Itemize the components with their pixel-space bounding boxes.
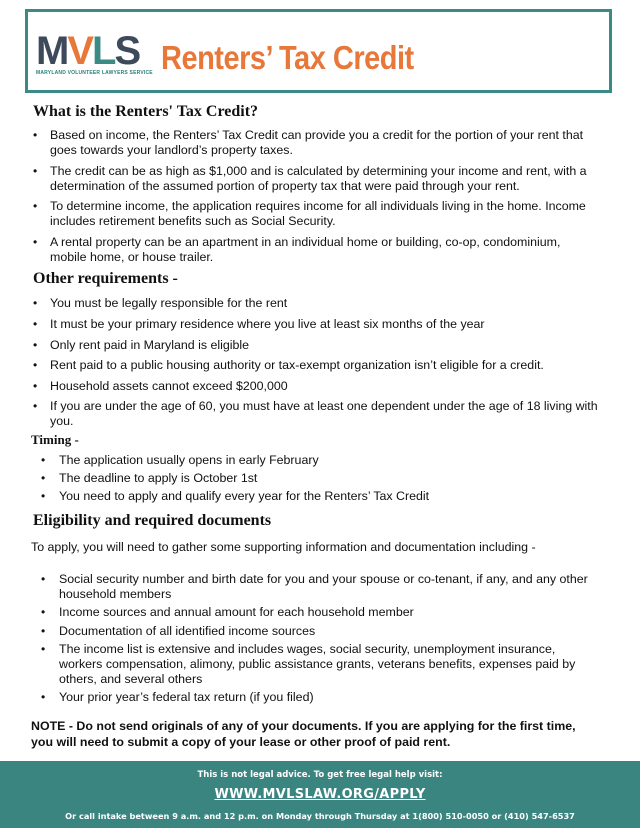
document-title: Renters’ Tax Credit — [161, 40, 414, 77]
list-item: • Household assets cannot exceed $200,000 — [50, 379, 600, 394]
list-item: • Documentation of all identified income sources — [59, 624, 600, 639]
logo-letter-s: S — [114, 29, 140, 73]
list-eligibility — [0, 572, 640, 705]
footer-banner — [0, 761, 640, 828]
list-item: • The credit can be as high as $1,000 and is calculated by determining your income and rent, with a determination of the assumed portion of property tax that were paid through your rent. — [50, 164, 600, 194]
list-item: • Only rent paid in Maryland is eligible — [50, 338, 600, 353]
mvls-logo — [36, 29, 153, 80]
heading-other-requirements: Other requirements - — [33, 270, 178, 288]
section-other-requirements — [0, 270, 640, 429]
list-item: • The income list is extensive and includes wages, social security, unemployment insurance, workers compensation, alimony, public assistance grants, veterans benefits, expenses paid by others, and several others — [59, 642, 600, 687]
section-eligibility — [0, 512, 640, 705]
heading-timing: Timing - — [31, 431, 79, 447]
list-item: • Based on income, the Renters’ Tax Credit can provide you a credit for the portion of your rent that goes towards your landlord’s property taxes. — [50, 128, 600, 158]
footer-website-link[interactable]: WWW.MVLSLAW.ORG/APPLY — [214, 787, 426, 802]
logo-letter-v: V — [67, 29, 93, 73]
list-item: • You must be legally responsible for the rent — [50, 296, 600, 311]
list-timing — [0, 453, 640, 504]
logo-subtitle: MARYLAND VOLUNTEER LAWYERS SERVICE — [36, 70, 153, 76]
important-note: NOTE - Do not send originals of any of your documents. If you are applying for the first time, you will need to submit a copy of your lease or other proof of paid rent. — [31, 719, 576, 749]
header-banner — [25, 9, 612, 93]
heading-what-is: What is the Renters' Tax Credit? — [33, 103, 259, 120]
section-timing — [0, 432, 640, 504]
list-item: • Rent paid to a public housing authority or tax-exempt organization isn’t eligible for a credit. — [50, 358, 600, 373]
list-item: • A rental property can be an apartment in an individual home or building, co-op, condominium, mobile home, or house trailer. — [50, 235, 600, 265]
logo-wordmark — [36, 29, 148, 73]
list-what-is — [0, 128, 640, 265]
list-item: • Your prior year’s federal tax return (if you filed) — [59, 690, 600, 705]
heading-eligibility: Eligibility and required documents — [33, 511, 272, 529]
list-item: • To determine income, the application requires income for all individuals living in the home. Income includes retirement benefits such as Social Security. — [50, 199, 600, 229]
footer-disclaimer: This is not legal advice. To get free legal help visit: — [197, 770, 443, 780]
logo-letter-m: M — [36, 29, 68, 73]
eligibility-intro: To apply, you will need to gather some supporting information and documentation including - — [31, 539, 536, 554]
list-item: • It must be your primary residence where you live at least six months of the year — [50, 317, 600, 332]
list-item: • The deadline to apply is October 1st — [59, 471, 600, 486]
list-item: • Income sources and annual amount for each household member — [59, 605, 600, 620]
section-what-is — [0, 103, 640, 265]
list-item: • The application usually opens in early February — [59, 453, 600, 468]
logo-letter-l: L — [92, 29, 115, 73]
list-item: • You need to apply and qualify every year for the Renters’ Tax Credit — [59, 489, 600, 504]
main-content — [0, 103, 640, 750]
list-other-requirements — [0, 296, 640, 429]
list-item: • If you are under the age of 60, you must have at least one dependent under the age of 18 living with you. — [50, 399, 600, 429]
list-item: • Social security number and birth date for you and your spouse or co-tenant, if any, and any other household members — [59, 572, 600, 602]
footer-phone-info: Or call intake between 9 a.m. and 12 p.m. on Monday through Thursday at 1(800) 510-0050 or (410) 547-6537 — [65, 811, 575, 821]
